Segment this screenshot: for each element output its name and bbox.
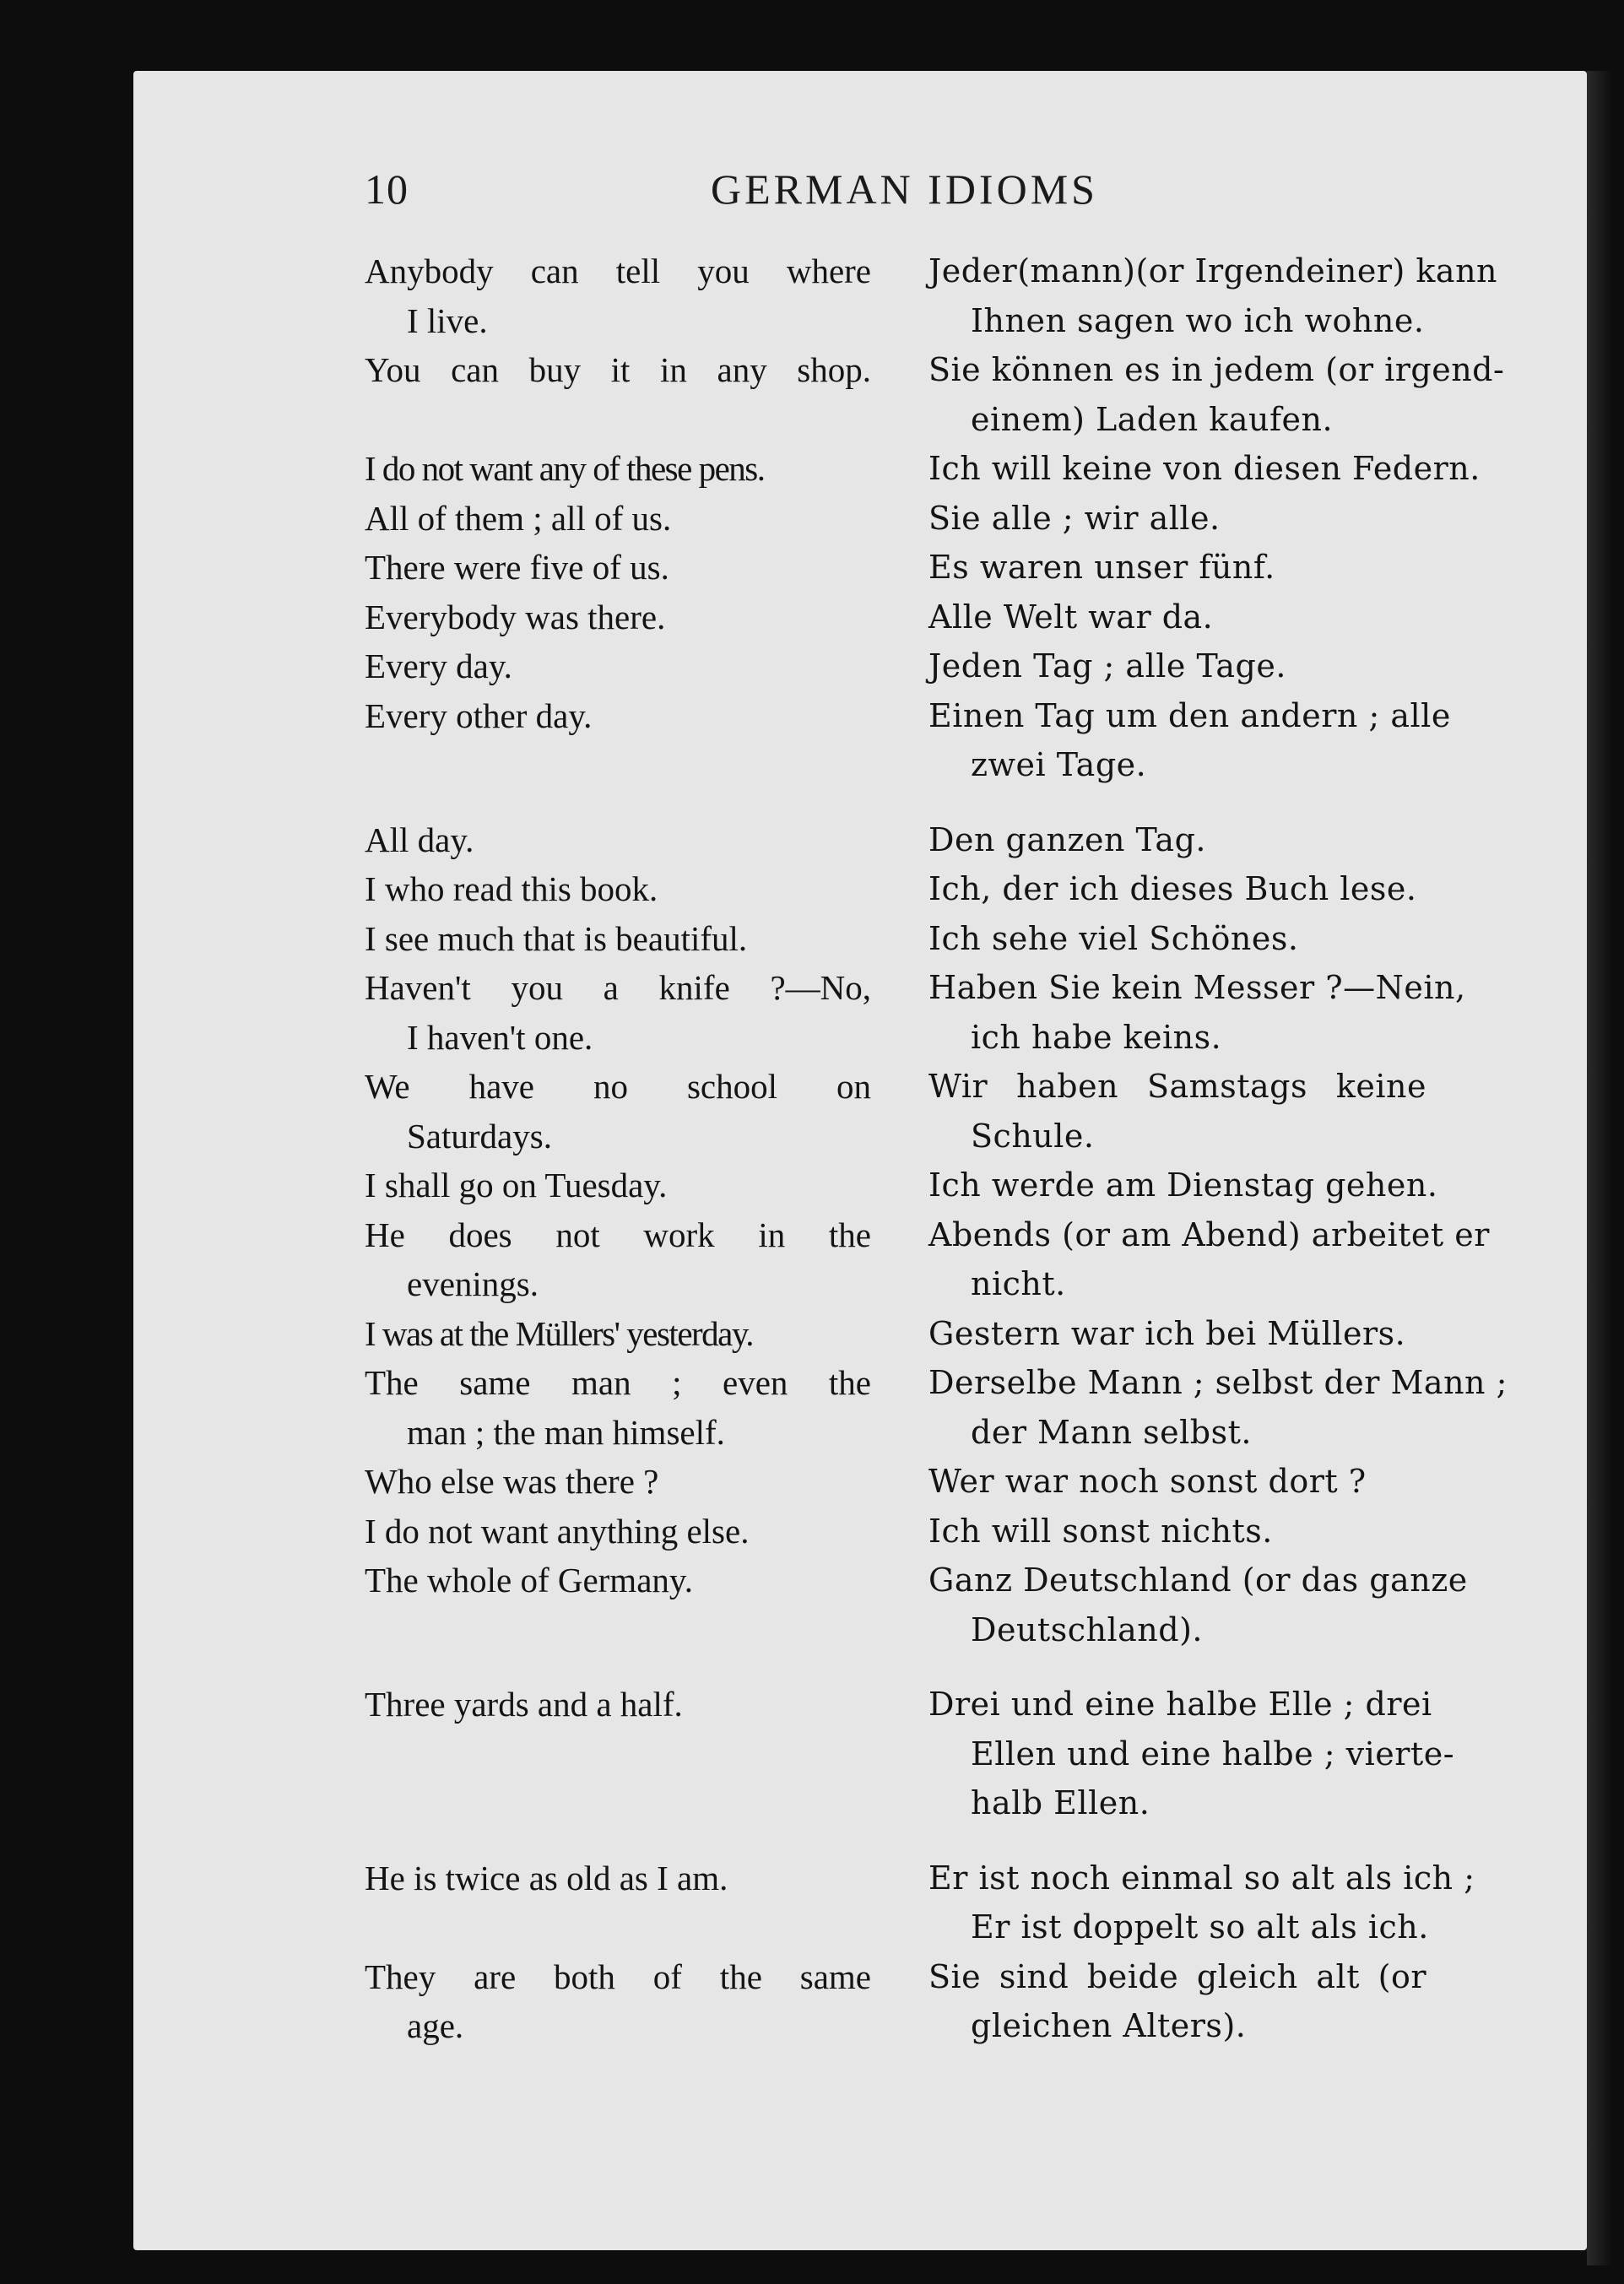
idiom-row — [365, 593, 1428, 642]
german-line: Haben Sie kein Messer ?—Nein, — [928, 969, 1466, 1006]
german-line: nicht. — [971, 1265, 1066, 1302]
idiom-row — [365, 1507, 1428, 1556]
english-line: We have no school on — [365, 1067, 871, 1106]
english-idiom — [365, 1854, 871, 1952]
english-line: The same man ; even the — [365, 1363, 871, 1402]
german-idiom — [928, 691, 1451, 790]
english-idiom — [365, 641, 871, 691]
english-idiom — [365, 1952, 871, 2051]
german-line: halb Ellen. — [971, 1784, 1150, 1821]
german-idiom — [928, 1309, 1426, 1359]
english-line: I do not want any of these pens. — [365, 449, 765, 488]
german-line: Gestern war ich bei Müllers. — [928, 1314, 1406, 1352]
english-idiom — [365, 963, 871, 1062]
idiom-row — [365, 864, 1428, 914]
german-idiom — [928, 1507, 1426, 1556]
idiom-row — [365, 691, 1451, 790]
german-idiom — [928, 543, 1426, 593]
english-line: Saturdays. — [407, 1116, 552, 1156]
german-line: Ellen und eine halbe ; vierte- — [971, 1735, 1455, 1773]
english-idiom — [365, 593, 871, 642]
english-idiom — [365, 543, 871, 593]
german-idiom — [928, 641, 1426, 691]
english-line: I haven't one. — [407, 1017, 593, 1057]
german-line: Ich sehe viel Schönes. — [928, 919, 1299, 957]
german-idiom — [928, 864, 1426, 914]
english-line: Every other day. — [365, 695, 593, 735]
english-idiom — [365, 691, 871, 790]
english-idiom — [365, 1210, 871, 1309]
english-line: They are both of the same — [365, 1957, 871, 1996]
english-line: man ; the man himself. — [407, 1412, 725, 1452]
german-line: gleichen Alters). — [971, 2007, 1247, 2044]
idiom-row — [365, 641, 1428, 691]
idiom-row — [365, 345, 1505, 444]
english-line: Who else was there ? — [365, 1462, 659, 1501]
idiom-row — [365, 1210, 1490, 1309]
idiom-row — [365, 1680, 1455, 1828]
german-idiom — [928, 1161, 1438, 1210]
english-idiom — [365, 864, 871, 914]
english-line: Haven't you a knife ?—No, — [365, 968, 871, 1007]
english-line: All of them ; all of us. — [365, 498, 672, 538]
english-line: There were five of us. — [365, 548, 669, 587]
german-idiom — [928, 1358, 1508, 1457]
idiom-row — [365, 494, 1428, 544]
english-idiom — [365, 1161, 871, 1210]
english-idiom — [365, 494, 871, 544]
idiom-row — [365, 1952, 1428, 2051]
english-line: I do not want anything else. — [365, 1511, 750, 1551]
german-line: Den ganzen Tag. — [928, 820, 1206, 858]
german-line: Er ist doppelt so alt als ich. — [971, 1908, 1429, 1946]
german-idiom — [928, 593, 1426, 642]
german-line: Ich, der ich dieses Buch lese. — [928, 870, 1417, 907]
german-idiom — [928, 1952, 1426, 2051]
german-line: ich habe keins. — [971, 1018, 1222, 1056]
english-line: Everybody was there. — [365, 597, 666, 636]
english-line: I live. — [407, 300, 488, 340]
idiom-row — [365, 1161, 1438, 1210]
idiom-row — [365, 444, 1481, 494]
english-line: He is twice as old as I am. — [365, 1858, 728, 1897]
german-idiom — [928, 1680, 1455, 1828]
english-line: The whole of Germany. — [365, 1561, 693, 1599]
english-line: Anybody can tell you where — [365, 252, 871, 290]
english-idiom — [365, 444, 871, 494]
german-line: Jeden Tag ; alle Tage. — [928, 647, 1286, 685]
idiom-row — [365, 1854, 1475, 1952]
idiom-row — [365, 1309, 1428, 1359]
idiom-row — [365, 246, 1498, 345]
english-idiom — [365, 1680, 871, 1828]
german-line: Ich will sonst nichts. — [928, 1512, 1273, 1550]
german-line: Ihnen sagen wo ich wohne. — [971, 301, 1425, 339]
idiom-row — [365, 1556, 1468, 1654]
german-line: einem) Laden kaufen. — [971, 400, 1334, 438]
german-line: Schule. — [971, 1117, 1095, 1155]
german-line: Alle Welt war da. — [928, 598, 1214, 636]
german-line: Einen Tag um den andern ; alle — [928, 696, 1451, 734]
english-idiom — [365, 246, 871, 345]
page-edge-shadow — [1587, 71, 1612, 2265]
idiom-row — [365, 963, 1466, 1062]
german-line: Sie können es in jedem (or irgend- — [928, 351, 1505, 388]
german-line: Er ist noch einmal so alt als ich ; — [928, 1859, 1475, 1897]
german-idiom — [928, 963, 1466, 1062]
german-line: Ich werde am Dienstag gehen. — [928, 1166, 1438, 1204]
english-line: Three yards and a half. — [365, 1685, 683, 1724]
english-line: I who read this book. — [365, 869, 658, 908]
english-idiom — [365, 1556, 871, 1654]
german-line: der Mann selbst. — [971, 1413, 1252, 1451]
german-idiom — [928, 815, 1426, 865]
english-idiom — [365, 1457, 871, 1507]
english-line: He does not work in the — [365, 1215, 871, 1254]
english-idiom — [365, 1358, 871, 1457]
english-line: I shall go on Tuesday. — [365, 1166, 668, 1204]
english-idiom — [365, 1062, 871, 1161]
english-idiom — [365, 815, 871, 865]
german-idiom — [928, 914, 1426, 964]
german-line: Es waren unser fünf. — [928, 549, 1275, 586]
german-idiom — [928, 494, 1426, 544]
english-line: You can buy it in any shop. — [365, 350, 871, 389]
english-line: Every day. — [365, 647, 512, 685]
english-line: I see much that is beautiful. — [365, 918, 748, 958]
german-line: zwei Tage. — [971, 746, 1147, 783]
german-line: Abends (or am Abend) arbeitet er — [928, 1215, 1490, 1253]
idiom-row — [365, 1457, 1428, 1507]
german-idiom — [928, 1210, 1490, 1309]
english-idiom — [365, 1309, 871, 1359]
english-idiom — [365, 345, 871, 444]
idiom-row — [365, 1062, 1428, 1161]
english-line: All day. — [365, 820, 474, 859]
english-idiom — [365, 914, 871, 964]
german-idiom — [928, 1854, 1475, 1952]
german-idiom — [928, 1062, 1426, 1161]
running-head: GERMAN IDIOMS — [711, 165, 1098, 213]
english-line: age. — [407, 2006, 464, 2045]
german-line: Ich will keine von diesen Federn. — [928, 450, 1481, 487]
german-line: Sie alle ; wir alle. — [928, 499, 1221, 537]
german-idiom — [928, 246, 1498, 345]
english-line: I was at the Müllers' yesterday. — [365, 1313, 753, 1353]
german-line: Wer war noch sonst dort ? — [928, 1463, 1367, 1500]
english-idiom — [365, 1507, 871, 1556]
german-line: Deutschland). — [971, 1610, 1203, 1648]
german-line: Jeder(mann)(or Irgendeiner) kann — [928, 252, 1498, 290]
idiom-row — [365, 1358, 1508, 1457]
german-idiom — [928, 345, 1505, 444]
english-line: evenings. — [407, 1264, 539, 1303]
idiom-row — [365, 543, 1428, 593]
idiom-row — [365, 815, 1428, 865]
german-line: Ganz Deutschland (or das ganze — [928, 1561, 1468, 1599]
german-idiom — [928, 1457, 1426, 1507]
german-idiom — [928, 444, 1481, 494]
page-number: 10 — [365, 165, 409, 213]
german-idiom — [928, 1556, 1468, 1654]
german-line: Wir haben Samstags keine — [928, 1068, 1426, 1105]
german-line: Sie sind beide gleich alt (or — [928, 1957, 1426, 1995]
idiom-list — [365, 246, 1508, 2051]
german-line: Drei und eine halbe Elle ; drei — [928, 1686, 1432, 1723]
german-line: Derselbe Mann ; selbst der Mann ; — [928, 1364, 1508, 1401]
idiom-row — [365, 914, 1428, 964]
